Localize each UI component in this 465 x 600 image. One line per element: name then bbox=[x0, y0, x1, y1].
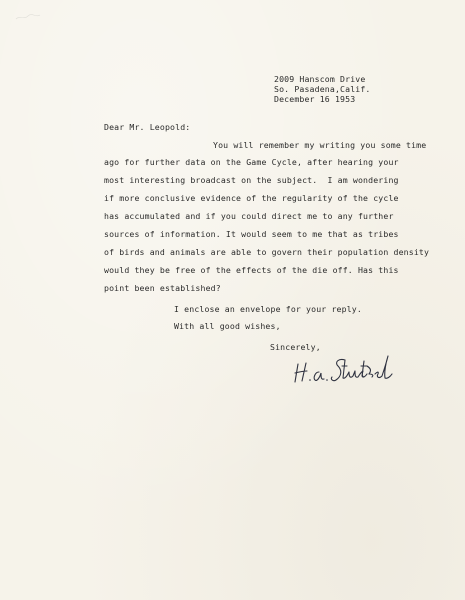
corner-pencil-mark bbox=[14, 12, 48, 22]
body-line: You will remember my writing you some time bbox=[213, 140, 427, 150]
body-line: point been established? bbox=[104, 283, 221, 293]
body-line: most interesting broadcast on the subject. I am wondering bbox=[104, 175, 399, 185]
handwritten-signature bbox=[290, 352, 400, 386]
closing-line: With all good wishes, bbox=[174, 321, 281, 331]
address-city: So. Pasadena,Calif. bbox=[274, 84, 371, 94]
body-line: sources of information. It would seem to me that as tribes bbox=[104, 229, 399, 239]
letter-date: December 16 1953 bbox=[274, 94, 356, 104]
closing-line: I enclose an envelope for your reply. bbox=[174, 304, 362, 314]
signoff: Sincerely, bbox=[270, 342, 321, 352]
body-line: of birds and animals are able to govern their population density bbox=[104, 247, 430, 257]
salutation: Dear Mr. Leopold: bbox=[104, 122, 191, 132]
body-line: ago for further data on the Game Cycle, after hearing your bbox=[104, 157, 399, 167]
body-line: has accumulated and if you could direct me to any further bbox=[104, 211, 394, 221]
body-line: would they be free of the effects of the die off. Has this bbox=[104, 265, 399, 275]
body-line: if more conclusive evidence of the regularity of the cycle bbox=[104, 193, 399, 203]
address-street: 2009 Hanscom Drive bbox=[274, 74, 366, 84]
